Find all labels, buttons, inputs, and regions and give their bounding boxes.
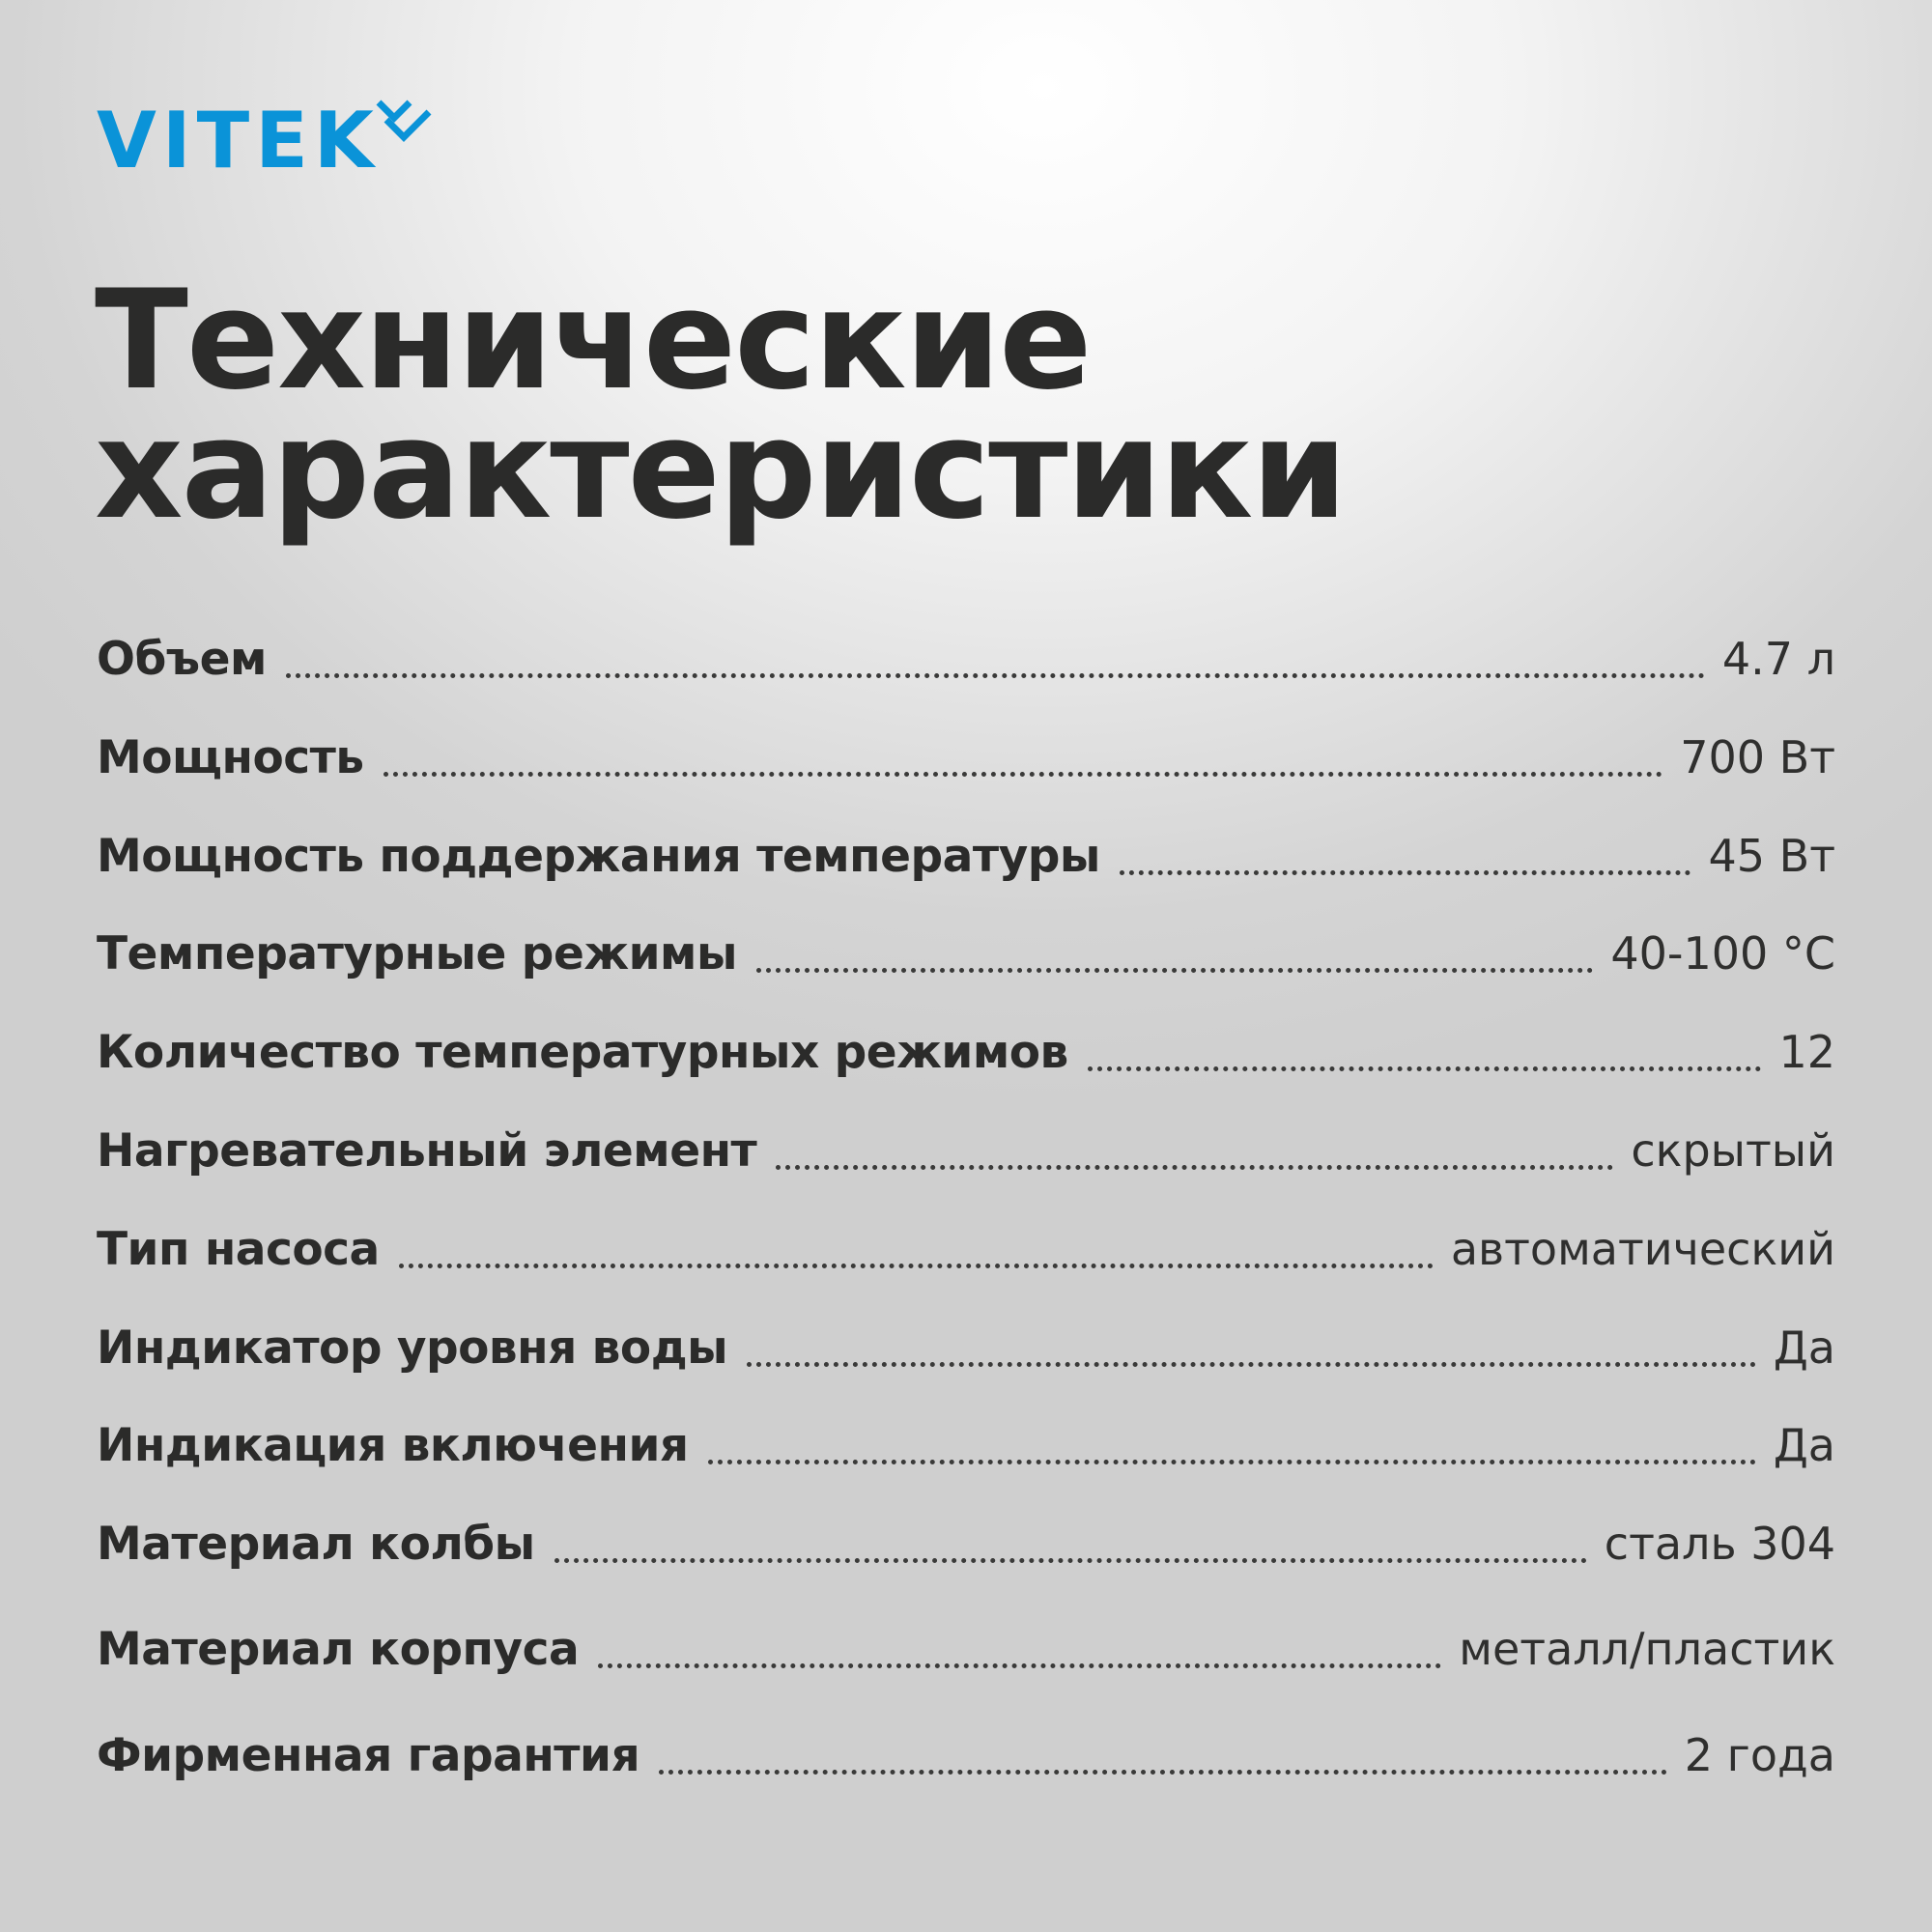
- page-title-line-1: Технические: [95, 261, 1091, 420]
- spec-row: [97, 827, 1835, 885]
- spec-label: Фирменная гарантия: [97, 1729, 640, 1782]
- spec-value: Да: [1773, 1419, 1835, 1471]
- spec-row: [97, 924, 1835, 982]
- spec-row: [97, 1416, 1835, 1474]
- spec-row: [97, 1726, 1835, 1784]
- spec-value: 2 года: [1684, 1729, 1835, 1781]
- spec-value: 700 Вт: [1680, 731, 1835, 783]
- dot-leader: [1088, 1066, 1762, 1071]
- spec-value: 12: [1778, 1026, 1835, 1078]
- dot-leader: [286, 673, 1705, 678]
- dot-leader: [747, 1362, 1756, 1367]
- spec-label: Мощность: [97, 731, 364, 784]
- spec-row: [97, 630, 1835, 688]
- dot-leader: [708, 1460, 1756, 1464]
- spec-label: Температурные режимы: [97, 927, 737, 980]
- dot-leader: [776, 1165, 1613, 1170]
- dot-leader: [756, 968, 1593, 973]
- spec-value: 45 Вт: [1708, 830, 1835, 882]
- spec-label: Мощность поддержания температуры: [97, 830, 1100, 883]
- spec-value: 4.7 л: [1721, 633, 1835, 685]
- spec-row: [97, 1620, 1835, 1678]
- dot-leader: [659, 1770, 1667, 1775]
- dot-leader: [598, 1663, 1441, 1668]
- spec-row: [97, 1319, 1835, 1377]
- spec-row: [97, 728, 1835, 786]
- dot-leader: [1120, 870, 1691, 875]
- spec-row: [97, 1122, 1835, 1179]
- spec-row: [97, 1515, 1835, 1573]
- spec-value: сталь 304: [1604, 1518, 1835, 1570]
- spec-list: [97, 0, 1835, 1932]
- spec-value: металл/пластик: [1459, 1623, 1835, 1675]
- dot-leader: [384, 772, 1663, 777]
- spec-label: Материал корпуса: [97, 1623, 580, 1676]
- spec-label: Индикация включения: [97, 1419, 689, 1472]
- dot-leader: [399, 1264, 1434, 1268]
- spec-value: автоматический: [1450, 1223, 1835, 1275]
- spec-value: 40-100 °С: [1610, 927, 1835, 980]
- spec-row: [97, 1220, 1835, 1278]
- spec-value: скрытый: [1631, 1124, 1835, 1177]
- spec-row: [97, 1023, 1835, 1081]
- page-title-line-2: характеристики: [95, 390, 1346, 550]
- spec-label: Тип насоса: [97, 1223, 380, 1276]
- dot-leader: [554, 1558, 1587, 1563]
- brand-name: VITEK: [97, 96, 380, 185]
- spec-label: Индикатор уровня воды: [97, 1321, 728, 1375]
- spec-value: Да: [1773, 1321, 1835, 1374]
- spec-label: Объем: [97, 633, 267, 686]
- spec-label: Материал колбы: [97, 1518, 535, 1571]
- spec-label: Количество температурных режимов: [97, 1026, 1068, 1079]
- spec-label: Нагревательный элемент: [97, 1124, 757, 1178]
